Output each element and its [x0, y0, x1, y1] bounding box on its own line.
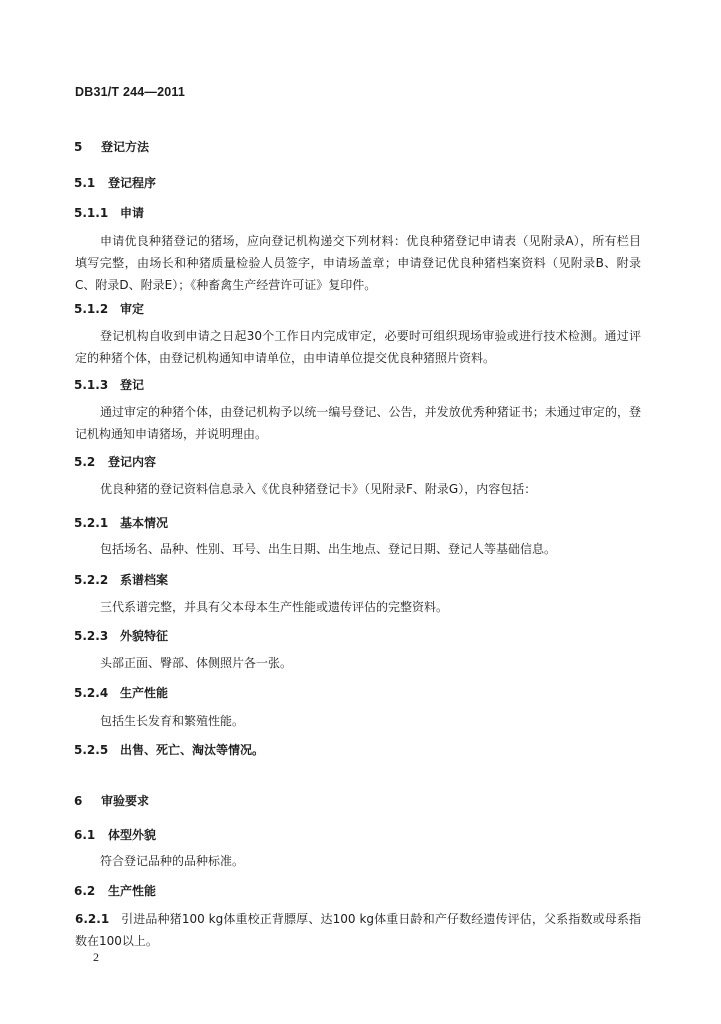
- section-title: 出售、死亡、淘汰等情况。: [120, 743, 265, 757]
- section-heading-5-1-3: [74, 376, 144, 393]
- section-heading-5-2-3: [74, 627, 168, 644]
- paragraph-text: 引进品种猪100 kg体重校正背膘厚、达100 kg体重日龄和产仔数经遗传评估，父系指数或母系指数在100以上。: [75, 912, 641, 948]
- section-title: 生产性能: [108, 884, 157, 898]
- section-title: 登记方法: [101, 140, 150, 154]
- section-heading-6-1: [74, 826, 156, 843]
- section-title: 审验要求: [101, 794, 150, 808]
- section-title: 外貌特征: [120, 629, 169, 643]
- section-number: 5.1.2: [74, 302, 109, 316]
- section-title: 申请: [120, 206, 145, 220]
- section-number: 5.1: [74, 176, 96, 190]
- section-number: 5: [74, 140, 83, 154]
- section-heading-5-1-2: [74, 300, 144, 317]
- section-heading-5-2-4: [74, 684, 168, 701]
- section-number: 5.2.1: [74, 516, 109, 530]
- section-number: 6: [74, 794, 83, 808]
- paragraph-5-1-3: 通过审定的种猪个体，由登记机构予以统一编号登记、公告，并发放优秀种猪证书；未通过审定的，登记机构通知申请猪场，并说明理由。: [75, 405, 641, 441]
- section-title: 登记: [120, 378, 145, 392]
- section-title: 体型外貌: [108, 828, 157, 842]
- section-heading-5: [74, 138, 149, 155]
- document-code: DB31/T 244—2011: [75, 85, 186, 99]
- section-heading-5-2-2: [74, 571, 168, 588]
- paragraph-6-1: 符合登记品种的品种标准。: [100, 854, 245, 868]
- section-number: 5.2.5: [74, 743, 109, 757]
- section-heading-5-2-5: [74, 741, 264, 758]
- section-title: 基本情况: [120, 516, 169, 530]
- section-heading-5-1-1: [74, 204, 144, 221]
- section-heading-5-2-1: [74, 514, 168, 531]
- section-number: 5.2.3: [74, 629, 109, 643]
- section-title: 系谱档案: [120, 573, 169, 587]
- section-number: 5.2.4: [74, 686, 109, 700]
- section-heading-6-2: [74, 882, 156, 899]
- section-number: 6.2.1: [75, 912, 110, 926]
- section-heading-5-1: [74, 174, 156, 191]
- paragraph-5-2-1: 包括场名、品种、性别、耳号、出生日期、出生地点、登记日期、登记人等基础信息。: [100, 542, 557, 556]
- paragraph-5-2-3: 头部正面、臀部、体侧照片各一张。: [100, 656, 293, 670]
- section-title: 登记程序: [108, 176, 157, 190]
- section-number: 5.1.3: [74, 378, 109, 392]
- section-number: 6.1: [74, 828, 96, 842]
- section-title: 生产性能: [120, 686, 169, 700]
- section-number: 5.2.2: [74, 573, 109, 587]
- page-number: 2: [93, 950, 99, 964]
- section-title: 审定: [120, 302, 145, 316]
- paragraph-5-2-2: 三代系谱完整，并具有父本母本生产性能或遗传评估的完整资料。: [100, 600, 449, 614]
- section-number: 5.2: [74, 455, 96, 469]
- section-heading-5-2: [74, 453, 156, 470]
- paragraph-5-1-1: 申请优良种猪登记的猪场，应向登记机构递交下列材料：优良种猪登记申请表（见附录A），所有栏目填写完整，由场长和种猪质量检验人员签字，申请场盖章；申请登记优良种猪档案资料（见附录B、附录C、附录D、附录E）；《种畜禽生产经营许可证》复印件。: [75, 234, 641, 292]
- paragraph-5-2: 优良种猪的登记资料信息录入《优良种猪登记卡》（见附录F、附录G），内容包括：: [100, 482, 537, 496]
- section-title: 登记内容: [108, 455, 157, 469]
- paragraph-5-1-2: 登记机构自收到申请之日起30个工作日内完成审定，必要时可组织现场审验或进行技术检测。通过评定的种猪个体，由登记机构通知申请单位，由申请单位提交优良种猪照片资料。: [75, 329, 641, 365]
- section-heading-6: [74, 792, 149, 809]
- paragraph-6-2-1: [75, 908, 641, 952]
- section-number: 6.2: [74, 884, 96, 898]
- paragraph-5-2-4: 包括生长发育和繁殖性能。: [100, 714, 245, 728]
- section-number: 5.1.1: [74, 206, 109, 220]
